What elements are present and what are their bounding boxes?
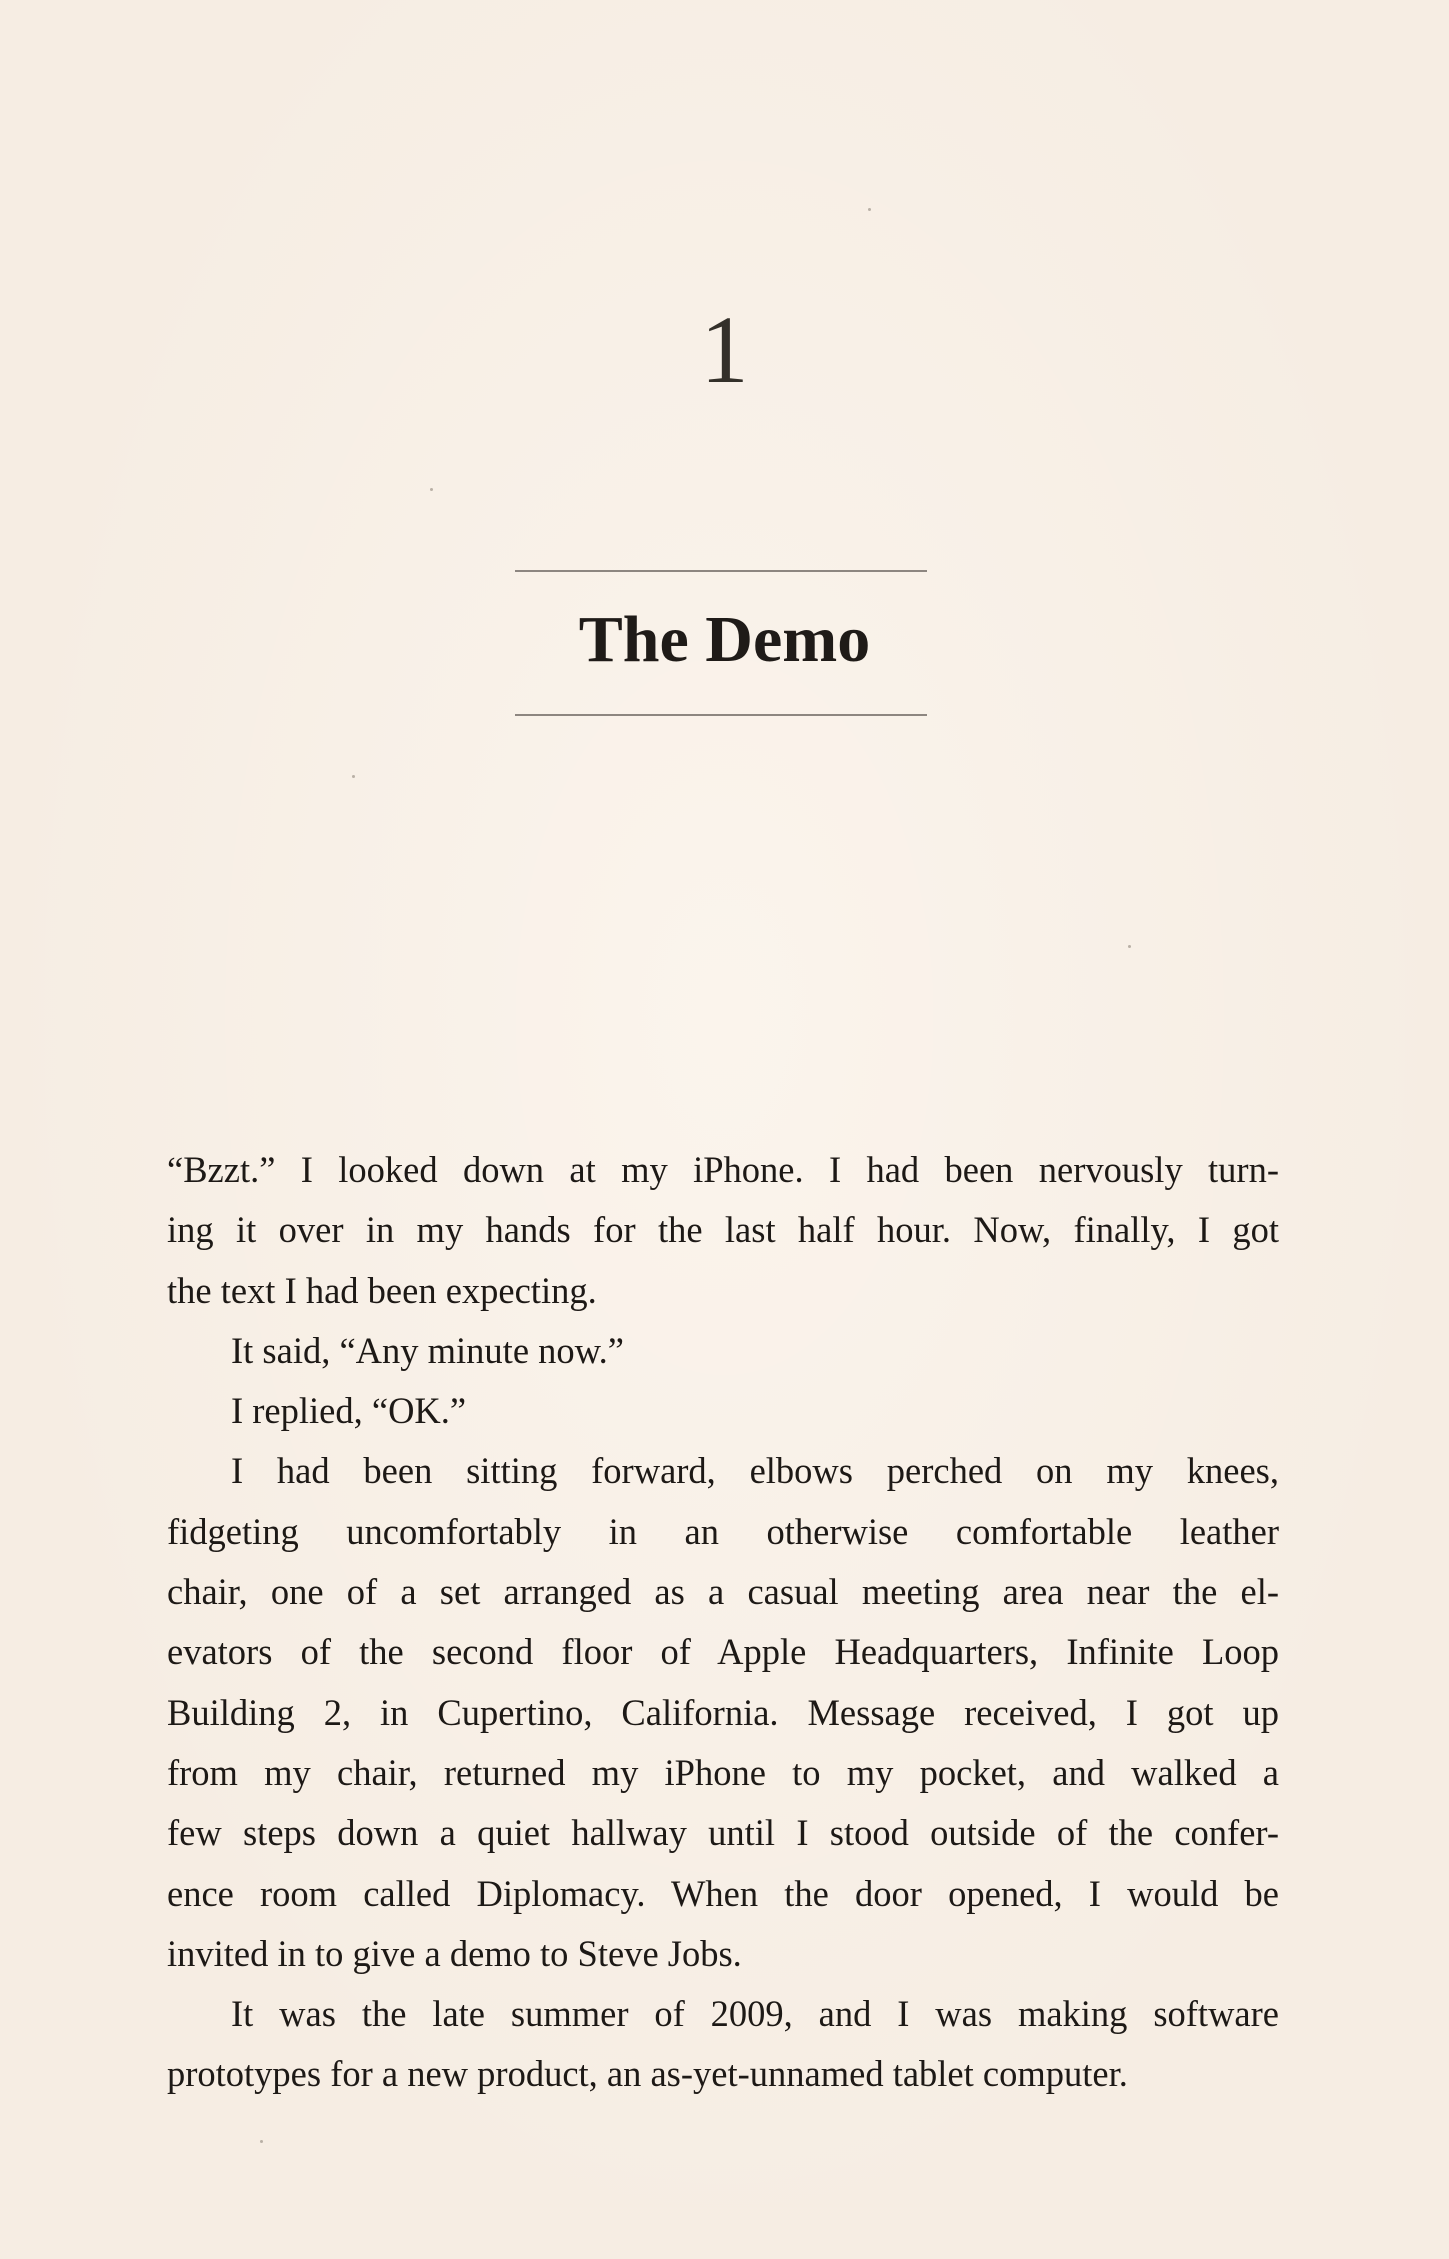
text-line: ing it over in my hands for the last half hour. Now, finally, I got xyxy=(167,1209,1279,1251)
text-line: I replied, “OK.” xyxy=(231,1390,467,1432)
text-line: I had been sitting forward, elbows perched on my knees, xyxy=(231,1450,1279,1492)
text-line: from my chair, returned my iPhone to my pocket, and walked a xyxy=(167,1751,1279,1793)
text-line: Building 2, in Cupertino, California. Message received, I got up xyxy=(167,1691,1279,1733)
text-line: fidgeting uncomfortably in an otherwise comfortable leather xyxy=(167,1510,1279,1552)
text-line: evators of the second floor of Apple Headquarters, Infinite Loop xyxy=(167,1631,1279,1673)
chapter-number: 1 xyxy=(700,296,749,403)
text-line: chair, one of a set arranged as a casual meeting area near the el- xyxy=(167,1571,1279,1613)
chapter-title: The Demo xyxy=(578,603,871,676)
paper-speck xyxy=(260,2140,263,2143)
paragraph xyxy=(167,1441,1279,1984)
paper-speck xyxy=(1128,945,1131,948)
text-line: invited in to give a demo to Steve Jobs. xyxy=(167,1932,742,1974)
text-line: It was the late summer of 2009, and I was making software xyxy=(231,1993,1279,2035)
text-line: few steps down a quiet hallway until I stood outside of the confer- xyxy=(167,1812,1279,1854)
paragraph xyxy=(167,1140,1279,1321)
paper-speck xyxy=(868,208,871,211)
paper-speck xyxy=(352,775,355,778)
text-line: It said, “Any minute now.” xyxy=(231,1329,624,1371)
paragraph xyxy=(167,1381,1279,1441)
text-line: prototypes for a new product, an as-yet-unnamed tablet computer. xyxy=(167,2053,1128,2095)
title-rule-bottom xyxy=(515,714,927,716)
text-line: “Bzzt.” I looked down at my iPhone. I had been nervously turn- xyxy=(167,1149,1279,1190)
body-text xyxy=(167,1140,1279,2105)
paragraph xyxy=(167,1321,1279,1381)
title-rule-top xyxy=(515,570,927,572)
paper-speck xyxy=(430,488,433,491)
text-line: the text I had been expecting. xyxy=(167,1269,597,1311)
paragraph xyxy=(167,1984,1279,2105)
text-line: ence room called Diplomacy. When the door opened, I would be xyxy=(167,1872,1279,1914)
